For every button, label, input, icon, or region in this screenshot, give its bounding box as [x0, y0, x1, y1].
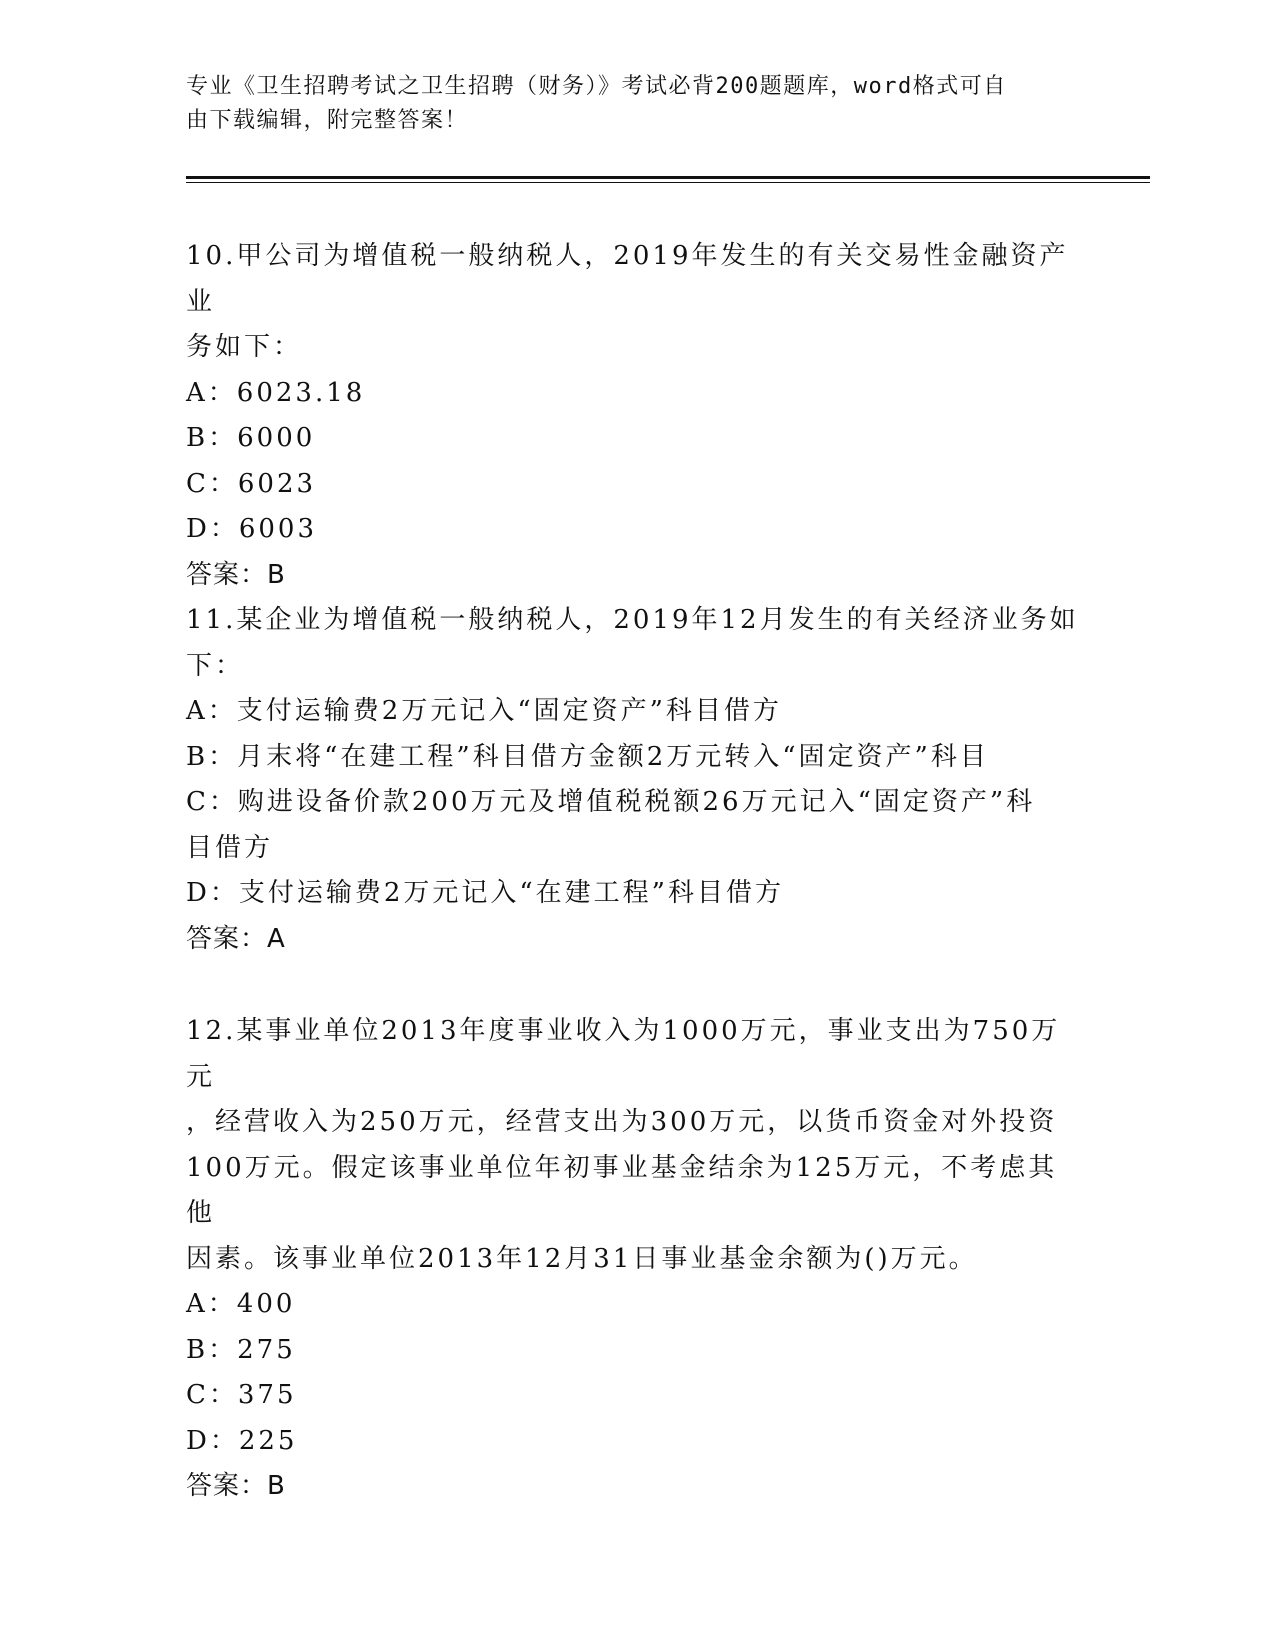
answer-line: 答案：B — [186, 1471, 286, 1501]
header-divider-thin — [186, 182, 1150, 183]
question-12 — [186, 1009, 1086, 1510]
question-stem-line: 因素。该事业单位2013年12月31日事业基金余额为()万元。 — [186, 1243, 978, 1274]
question-stem-line: 100万元。假定该事业单位年初事业基金结余为125万元，不考虑其他 — [186, 1152, 1058, 1228]
answer-line: 答案：A — [186, 923, 286, 954]
option-b: B：月末将“在建工程”科目借方金额2万元转入“固定资产”科目 — [186, 741, 989, 772]
header-divider-thick — [186, 176, 1150, 179]
option-b: B：275 — [186, 1334, 296, 1365]
question-stem-line: 务如下： — [186, 332, 303, 362]
option-c: C：6023 — [186, 468, 317, 499]
option-a: A：支付运输费2万元记入“固定资产”科目借方 — [186, 696, 782, 726]
question-stem-line: 10.甲公司为增值税一般纳税人，2019年发生的有关交易性金融资产业 — [186, 241, 1069, 317]
question-stem-line: 下： — [186, 650, 245, 681]
header-line: 由下载编辑，附完整答案！ — [186, 108, 469, 133]
option-c: C：375 — [186, 1380, 297, 1410]
question-stem-line: 11.某企业为增值税一般纳税人，2019年12月发生的有关经济业务如 — [186, 605, 1079, 635]
option-b: B：6000 — [186, 423, 316, 453]
document-header — [186, 70, 1066, 138]
option-d: D：225 — [186, 1425, 298, 1456]
answer-line: 答案：B — [186, 559, 286, 590]
option-d: D：支付运输费2万元记入“在建工程”科目借方 — [186, 878, 784, 908]
question-stem-line: 12.某事业单位2013年度事业收入为1000万元，事业支出为750万元 — [186, 1016, 1061, 1092]
question-11 — [186, 598, 1086, 962]
option-c: C：购进设备价款200万元及增值税税额26万元记入“固定资产”科 — [186, 787, 1036, 817]
question-stem-line: ，经营收入为250万元，经营支出为300万元，以货币资金对外投资 — [186, 1107, 1058, 1137]
option-d: D：6003 — [186, 514, 318, 544]
header-line: 专业《卫生招聘考试之卫生招聘（财务）》考试必背200题题库，word格式可自 — [186, 74, 1007, 99]
option-a: A：6023.18 — [186, 377, 366, 408]
option-c-continued: 目借方 — [186, 832, 274, 863]
option-a: A：400 — [186, 1289, 296, 1319]
question-10 — [186, 234, 1086, 598]
